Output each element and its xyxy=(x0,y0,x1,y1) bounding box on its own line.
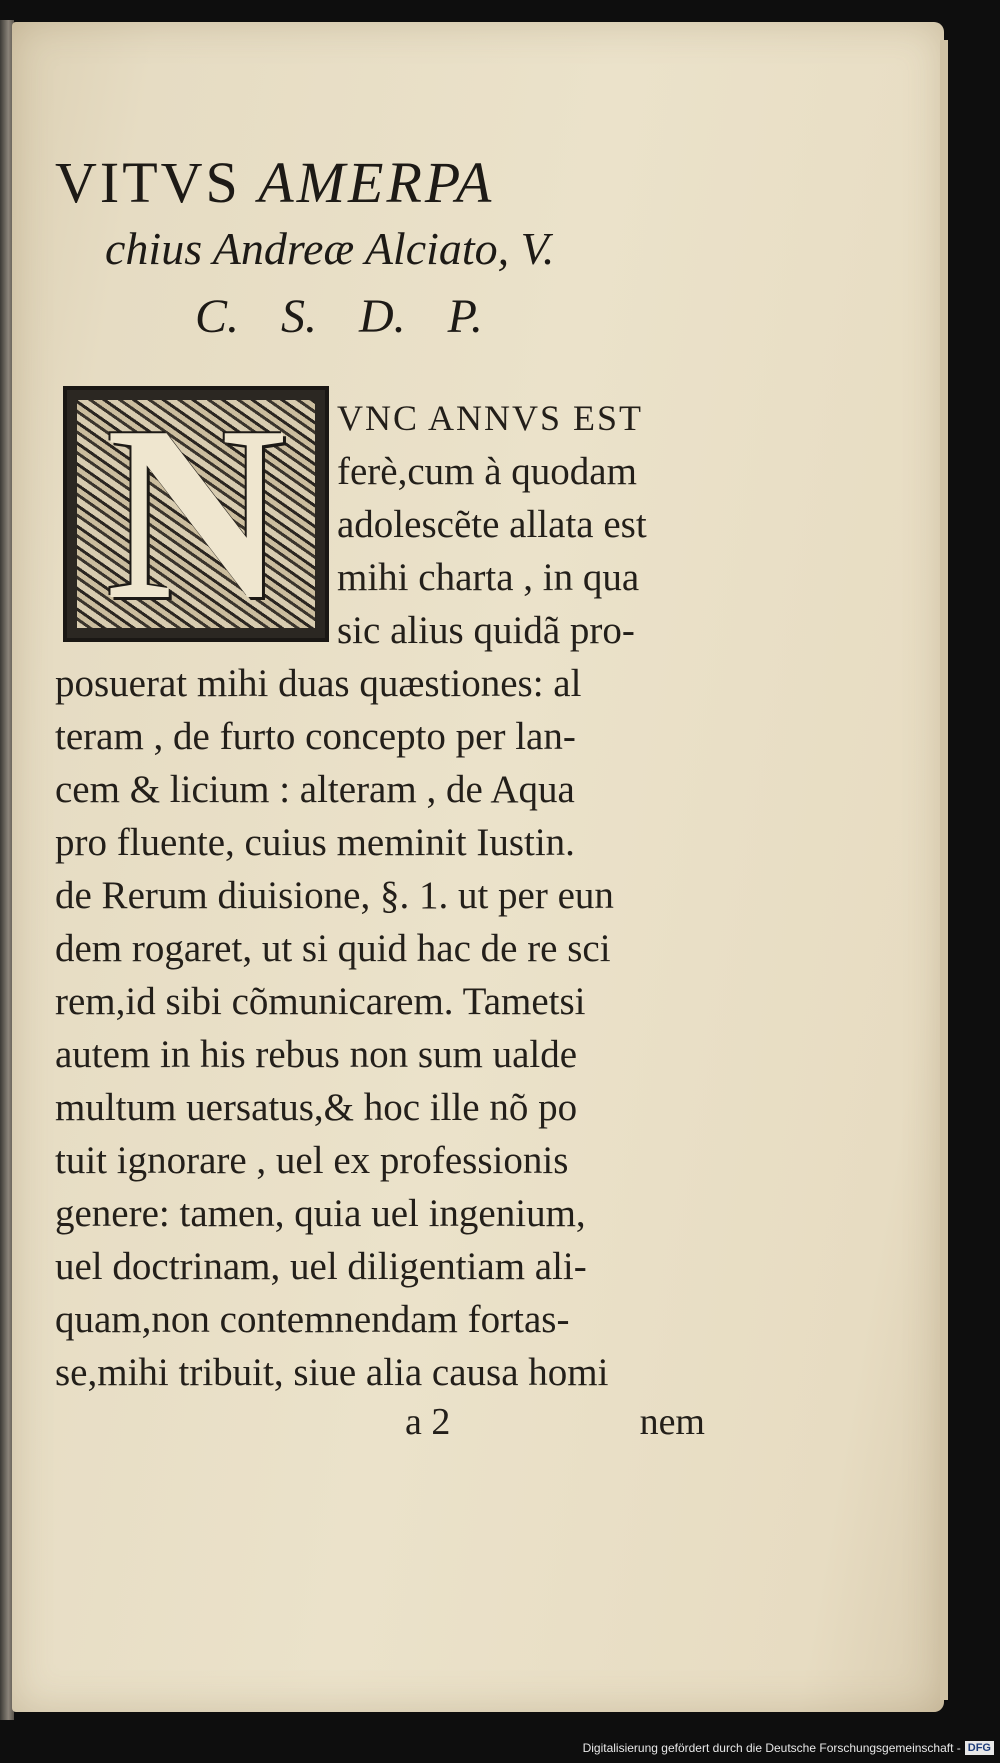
text-line: mihi charta , in qua xyxy=(337,556,640,599)
text-line: posuerat mihi duas quæstiones: al xyxy=(55,662,582,705)
letter-heading xyxy=(55,150,715,352)
letter-body xyxy=(55,375,705,1399)
text-line: multum uersatus,& hoc ille nõ po xyxy=(55,1086,578,1129)
text-line: teram , de furto concepto per lan- xyxy=(55,715,576,758)
digitization-footer xyxy=(583,1737,994,1759)
heading-line-2: chius Andreæ Alciato, V. xyxy=(105,223,555,274)
text-line: dem rogaret, ut si quid hac de re sci xyxy=(55,927,611,970)
text-line: ferè,cum à quodam xyxy=(337,450,637,493)
text-line: quam,non contemnendam fortas- xyxy=(55,1298,570,1341)
catchword: nem xyxy=(639,1401,705,1443)
heading-line-3: C. S. D. P. xyxy=(195,290,483,343)
text-line: autem in his rebus non sum ualde xyxy=(55,1033,578,1076)
text-line: pro fluente, cuius meminit Iustin. xyxy=(55,821,575,864)
text-line: sic alius quidã pro- xyxy=(337,609,635,652)
text-line: cem & licium : alteram , de Aqua xyxy=(55,768,575,811)
page-edge xyxy=(940,40,948,1700)
dfg-logo: DFG xyxy=(965,1741,994,1755)
text-line: se,mihi tribuit, siue alia causa homi xyxy=(55,1351,609,1394)
text-line: tuit ignorare , uel ex professionis xyxy=(55,1139,569,1182)
text-line: rem,id sibi cõmunicarem. Tametsi xyxy=(55,980,586,1023)
text-line: genere: tamen, quia uel ingenium, xyxy=(55,1192,586,1235)
text-line: de Rerum diuisione, §. 1. ut per eun xyxy=(55,874,614,917)
catchline xyxy=(405,1400,705,1444)
footer-text: Digitalisierung gefördert durch die Deutsche Forschungsgemeinschaft - xyxy=(582,1741,961,1755)
initial-letter: N xyxy=(105,375,287,652)
heading-line-1 xyxy=(55,150,715,216)
text-line: uel doctrinam, uel diligentiam ali- xyxy=(55,1245,587,1288)
signature-mark: a 2 xyxy=(405,1401,451,1443)
heading-name-caps: VITVS xyxy=(55,150,259,215)
text-line: VNC ANNVS EST xyxy=(337,398,644,438)
heading-name-italic: AMERPA xyxy=(258,150,495,215)
text-line: adolescẽte allata est xyxy=(337,503,647,546)
